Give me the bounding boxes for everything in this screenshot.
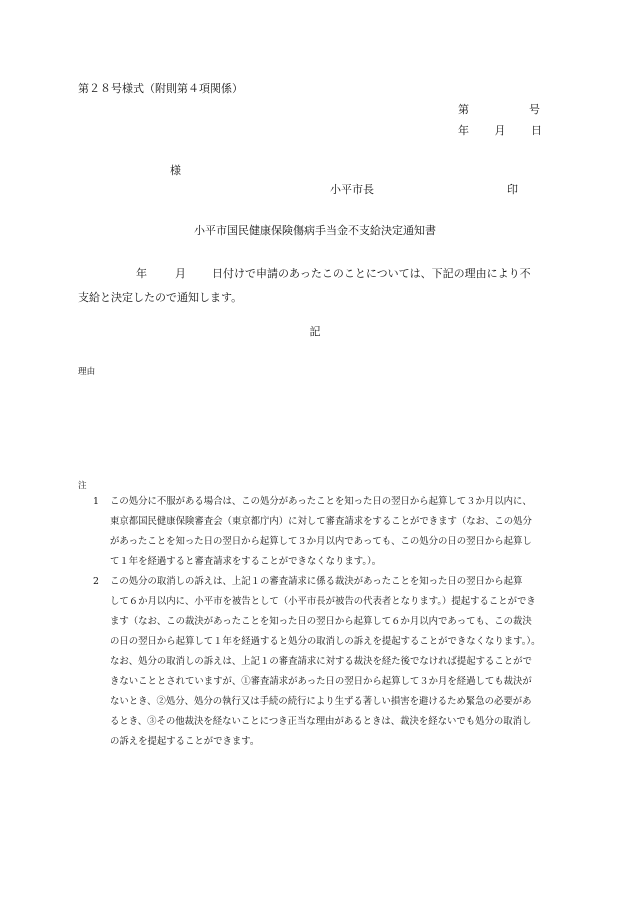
body-month: 月 bbox=[175, 267, 186, 280]
body-line-1-rest: 日付けで申請のあったこのことについては、下記の理由により不 bbox=[212, 267, 531, 280]
note-line: て１年を経過すると審査請求をすることができなくなります。）。 bbox=[110, 556, 382, 567]
note-line: の日の翌日から起算して１年を経過すると処分の取消しの訴えを提起することができなくなります。）。 bbox=[110, 636, 541, 647]
note-line: があったことを知った日の翌日から起算して３か月以内であっても、この処分の日の翌日から起算し bbox=[110, 536, 532, 547]
sender-name: 小平市長 bbox=[330, 183, 374, 196]
document-date-field bbox=[458, 122, 542, 138]
body-year: 年 bbox=[136, 267, 147, 280]
body-line-1 bbox=[78, 262, 554, 286]
note-line: この処分の取消しの訴えは、上記１の審査請求に係る裁決があったことを知った日の翌日から起算 bbox=[110, 576, 523, 587]
reason-label: 理由 bbox=[78, 367, 96, 377]
form-number: 第２８号様式（附則第４項関係） bbox=[78, 82, 243, 95]
document-title: 小平市国民健康保険傷病手当金不支給決定通知書 bbox=[194, 224, 436, 237]
note-line: して６か月以内に、小平市を被告として（小平市長が被告の代表者となります。）提起することができ bbox=[110, 596, 536, 607]
note-number: 1 bbox=[93, 496, 99, 507]
sender-block bbox=[330, 181, 518, 197]
note-line: なお、処分の取消しの訴えは、上記１の審査請求に対する裁決を経た後でなければ提起することがで bbox=[110, 656, 532, 667]
recipient-honorific: 様 bbox=[170, 164, 181, 177]
number-suffix: 号 bbox=[529, 103, 540, 116]
note-line: きないこととされていますが、①審査請求があった日の翌日から起算して３か月を経過しても裁決が bbox=[110, 676, 532, 687]
number-prefix: 第 bbox=[458, 103, 469, 116]
note-line: ないとき、②処分、処分の執行又は手続の続行により生ずる著しい損害を避けるため緊急の必要があ bbox=[110, 696, 532, 707]
notes-label: 注 bbox=[78, 481, 87, 491]
note-number: 2 bbox=[93, 576, 99, 587]
date-day: 日 bbox=[531, 124, 542, 137]
date-year: 年 bbox=[458, 124, 469, 137]
note-item bbox=[78, 572, 558, 752]
note-item bbox=[78, 492, 558, 572]
date-month: 月 bbox=[494, 124, 506, 137]
ki-label: 記 bbox=[309, 325, 321, 338]
note-line: の訴えを提起することができます。 bbox=[110, 736, 260, 747]
document-number-field bbox=[458, 101, 540, 117]
note-line: 東京都国民健康保険審査会（東京都庁内）に対して審査請求をすることができます（なお、この処分 bbox=[110, 516, 532, 527]
notes-list bbox=[78, 492, 558, 752]
note-line: るとき、③その他裁決を経ないことにつき正当な理由があるときは、裁決を経ないでも処分の取消し bbox=[110, 716, 532, 727]
seal-mark: 印 bbox=[507, 183, 518, 196]
body-line-2: 支給と決定したので通知します。 bbox=[78, 291, 243, 304]
note-line: ます（なお、この裁決があったことを知った日の翌日から起算して６か月以内であっても、この裁決 bbox=[110, 616, 532, 627]
note-line: この処分に不服がある場合は、この処分があったことを知った日の翌日から起算して３か月以内に、 bbox=[110, 496, 532, 507]
body-text bbox=[78, 262, 554, 310]
